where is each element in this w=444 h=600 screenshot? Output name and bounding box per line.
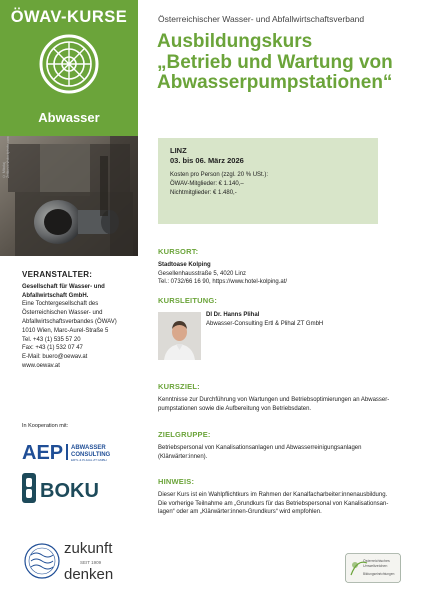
organizer-web[interactable]: www.oewav.at (22, 362, 60, 369)
info-cost-label: Kosten pro Person (zzgl. 20 % USt.): (170, 172, 269, 178)
kursort-address: Gesellenhausstraße 5, 4020 Linz (158, 270, 247, 277)
zielgruppe-line1: Betriebspersonal von Kanalisationsanlagen und Abwasserreinigungsanlagen (158, 444, 362, 451)
hinweis-heading: HINWEIS: (158, 477, 195, 486)
course-title-line1: Ausbildungskurs (157, 31, 313, 52)
boku-logo (22, 473, 108, 503)
kursort-heading: KURSORT: (158, 247, 199, 256)
instructor-name: DI Dr. Hanns Plihal (206, 312, 260, 318)
aep-logo-big: AEP (22, 442, 64, 463)
section-kursort (158, 248, 433, 287)
aep-logo (22, 441, 117, 463)
badge-line1: Österreichisches (363, 559, 390, 563)
brand-title: ÖWAV-KURSE (10, 8, 128, 26)
denken-word: denken (64, 566, 114, 583)
badge-line2: Umweltzeichen (363, 564, 388, 568)
instructor-company: Abwasser-Consulting Ertl & Plihal ZT GmbH (206, 321, 324, 327)
section-kursziel (158, 383, 433, 413)
organizer-name-line1: Gesellschaft für Wasser- und (22, 283, 105, 290)
kursort-venue: Stadtoase Kolping (158, 261, 211, 268)
course-title-line2: „Betrieb und Wartung von (157, 51, 393, 73)
info-city: LINZ (170, 146, 187, 155)
cover-label: Abwasser (38, 110, 100, 125)
left-column (0, 0, 138, 600)
aep-logo-line1: ABWASSER (71, 445, 106, 451)
cooperation-label: In Kooperation mit: (22, 423, 69, 429)
zielgruppe-heading: ZIELGRUPPE: (158, 430, 211, 439)
badge-line3: Bildungseinrichtungen (363, 572, 395, 576)
zukunft-denken-logo (24, 527, 136, 595)
organizer-line2: Österreichischen Wasser- und (22, 310, 103, 317)
hinweis-line3: lagen“ oder am „Klärwärter:innen-Grundkurs“ wird empfohlen. (158, 509, 322, 516)
aep-logo-line2: CONSULTING (71, 452, 111, 458)
sewer-pipe-photo (0, 136, 138, 256)
zukunft-word: zukunft (64, 540, 113, 557)
instructor-photo (158, 312, 201, 360)
kursziel-line2: pumpstationen sowie die Aufbereitung von Betriebsdaten. (158, 405, 312, 412)
organizer-email[interactable]: E-Mail: buero@oewav.at (22, 354, 88, 361)
hinweis-line1: Dieser Kurs ist ein Wahlpflichtkurs im Rahmen der Kanalfacharbeiter:innenausbildung. (158, 491, 388, 498)
boku-logo-text: BOKU (40, 480, 99, 502)
info-box (158, 138, 378, 224)
section-zielgruppe (158, 431, 433, 461)
organizer-name-line2: Abfallwirtschaft GmbH. (22, 292, 89, 299)
kursort-contact[interactable]: Tel.: 0732/66 16 90, https://www.hotel-kolping.at/ (158, 279, 288, 286)
course-title (157, 32, 442, 94)
section-hinweis (158, 478, 433, 517)
zielgruppe-line2: (Klärwärter:innen). (158, 453, 208, 460)
aep-logo-line3: ERTL & PLIHAL ZT GMBH (71, 458, 107, 462)
info-nonmember-price: Nichtmitglieder: € 1.480,- (170, 190, 237, 196)
organizer-block (22, 271, 140, 371)
organizer-heading: VERANSTALTER: (22, 270, 93, 279)
umweltzeichen-badge (345, 553, 401, 583)
organizer-line3: Abfallwirtschaftsverbandes (ÖWAV) (22, 318, 117, 325)
organizer-tel: Tel. +43 (1) 535 57 20 (22, 336, 81, 343)
manhole-cover-icon (39, 34, 99, 94)
section-kursleitung (158, 297, 433, 310)
kursziel-heading: KURSZIEL: (158, 382, 200, 391)
photo-credit: © Mikolaj Zvitkovich/istockphoto.com (2, 136, 10, 178)
organizer-address: 1010 Wien, Marc-Aurel-Straße 5 (22, 327, 109, 334)
organizer-fax: Fax: +43 (1) 532 07 47 (22, 345, 83, 352)
association-name: Österreichischer Wasser- und Abfallwirtschaftsverband (158, 14, 365, 24)
zukunft-seit: SEIT 1909 (80, 560, 102, 565)
info-member-price: ÖWAV-Mitglieder: € 1.140,– (170, 181, 244, 187)
hinweis-line2: Die vorherige Teilnahme am „Grundkurs für das Betriebspersonal von Kanalisationsan- (158, 500, 389, 507)
kursziel-line1: Kenntnisse zur Durchführung von Wartungen und Betriebsoptimierungen an Abwasser- (158, 396, 390, 403)
course-title-line3: Abwasserpumpstationen“ (157, 72, 393, 93)
organizer-line1: Eine Tochtergesellschaft des (22, 301, 99, 308)
kursleitung-heading: KURSLEITUNG: (158, 296, 218, 305)
info-date: 03. bis 06. März 2026 (170, 156, 244, 165)
